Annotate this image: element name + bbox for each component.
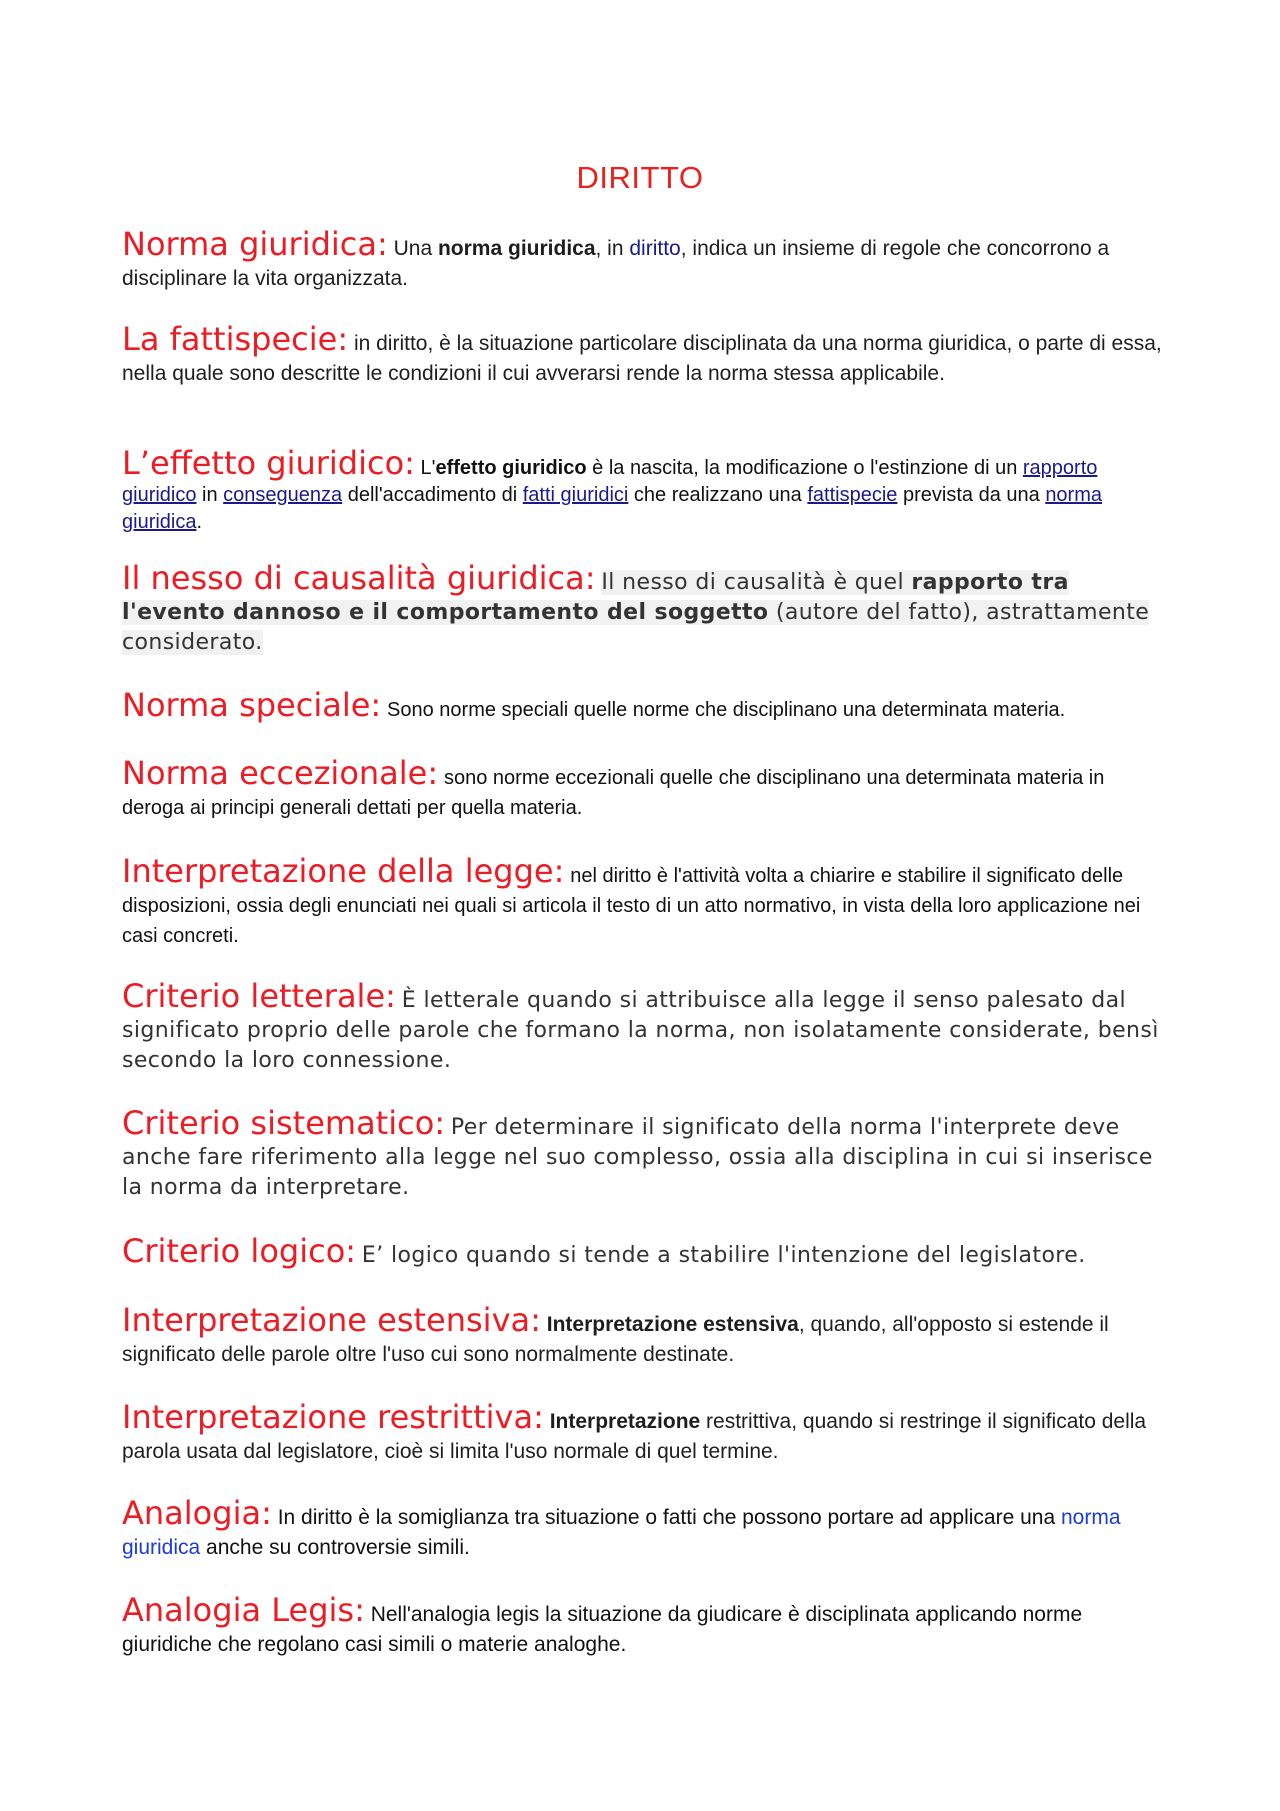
entry-term: Interpretazione della legge: (122, 852, 565, 890)
entry-text: in (196, 484, 224, 506)
entry-link[interactable]: fattispecie (807, 484, 898, 506)
entry-text: Una (393, 237, 438, 260)
entry-term: Interpretazione restrittiva: (122, 1398, 544, 1436)
entry-link[interactable]: conseguenza (223, 484, 343, 506)
entry-text: , ossia degli (225, 895, 337, 917)
entry-text: sono norme eccezionali quelle che disciplinano una determinata materia in deroga ai principi generali dettati per quella materia. (122, 767, 1105, 819)
entry-term: L’effetto giuridico: (122, 444, 415, 482)
entry-term: La fattispecie: (122, 320, 349, 358)
entry-text: , indica un insieme di regole che concorrono a disciplinare la vita organizzata. (122, 237, 1110, 290)
entry-text: nel (570, 865, 603, 887)
entry-text: che realizzano una (628, 484, 808, 506)
entry-bold-text: norma giuridica (437, 237, 596, 260)
entry-bold-text: Interpretazione (549, 1410, 701, 1433)
entry-text: (autore del fatto), astrattamente considerato. (122, 600, 1150, 655)
entry-text: Nell'analogia legis la situazione da giudicare è disciplinata applicando norme giuridiche che regolano casi simili o materie analoghe. (122, 1603, 1083, 1656)
entry-bold-text: Interpretazione estensiva (546, 1313, 799, 1336)
entry-text: E’ logico quando si tende a stabilire l'intenzione del legislatore. (361, 1243, 1086, 1268)
entry-term: Il nesso di causalità giuridica: (122, 559, 596, 597)
entry-norma-eccezionale (122, 754, 1172, 823)
entry-text: prevista da una (897, 484, 1046, 506)
entry-term: Norma giuridica: (122, 225, 388, 263)
entry-term: Criterio sistematico: (122, 1104, 446, 1142)
entry-link[interactable]: testo (606, 895, 651, 917)
entry-link[interactable]: diritto (629, 237, 681, 260)
entry-interpretazione-restrittiva (122, 1398, 1172, 1467)
entry-analogia-legis (122, 1591, 1172, 1660)
entry-fattispecie (122, 320, 1172, 389)
entry-link[interactable]: diritto (602, 865, 652, 887)
entry-text: nei quali si articola il (416, 895, 607, 917)
entry-term: Norma eccezionale: (122, 754, 439, 792)
entry-term: Analogia Legis: (122, 1591, 365, 1629)
entry-effetto-giuridico (122, 444, 1172, 536)
entry-text: . (196, 511, 203, 533)
entry-interpretazione-estensiva (122, 1301, 1172, 1370)
entry-analogia (122, 1494, 1172, 1563)
entry-term: Criterio logico: (122, 1232, 357, 1270)
entry-interpretazione-legge (122, 852, 1172, 951)
entry-bold-text: rapporto tra l'evento dannoso e il comportamento del soggetto (122, 570, 1069, 625)
entry-term: Analogia: (122, 1494, 272, 1532)
entry-text: In diritto è la somiglianza tra situazione o fatti che possono portare ad applicare una (277, 1506, 1061, 1529)
entry-criterio-letterale (122, 977, 1172, 1076)
entry-link[interactable]: norma giuridica (122, 484, 1103, 533)
entry-text: è l'attività volta a chiarire e stabilire il significato delle (651, 865, 1124, 887)
entry-text: di un (650, 895, 705, 917)
entry-text: , in vista della loro applicazione nei casi concreti. (122, 895, 1141, 947)
entry-term: Interpretazione estensiva: (122, 1301, 541, 1339)
entry-text: è la nascita, la modificazione o l'estinzione di un (586, 457, 1023, 479)
entry-text: , in (595, 237, 630, 260)
entry-bold-text: effetto giuridico (435, 457, 587, 479)
entry-norma-giuridica (122, 225, 1172, 294)
entry-text: Sono norme speciali quelle norme che disciplinano una determinata materia. (387, 699, 1066, 721)
entry-text: , quando, all'opposto si estende il significato delle parole oltre l'uso cui sono normalmente destinate. (122, 1313, 1109, 1366)
entry-link[interactable]: enunciati (336, 895, 417, 917)
entry-criterio-logico (122, 1232, 1172, 1271)
entry-link[interactable]: norma giuridica (122, 1506, 1121, 1559)
entry-link[interactable]: fatti giuridici (522, 484, 629, 506)
entry-text: anche su controversie simili. (200, 1536, 470, 1559)
entry-nesso-causalita (122, 559, 1172, 658)
entry-text: È letterale quando si attribuisce alla legge il senso palesato dal significato proprio delle parole che formano la norma, non isolatamente considerate, bensì secondo la loro connessione. (122, 988, 1159, 1073)
entry-link[interactable]: rapporto giuridico (122, 457, 1098, 506)
entry-norma-speciale (122, 686, 1172, 725)
entry-link[interactable]: atto normativo (704, 895, 832, 917)
entry-text: L' (420, 457, 436, 479)
entry-criterio-sistematico (122, 1104, 1172, 1203)
entry-term: Norma speciale: (122, 686, 382, 724)
entry-text: in diritto, è la situazione particolare disciplinata da una norma giuridica, o parte di essa, nella quale sono descritte le condizioni il cui avverarsi rende la norma stessa applicabile. (122, 332, 1162, 385)
entry-text: Il nesso di causalità è quel (601, 570, 912, 595)
entry-text: Per determinare il significato della norma l'interprete deve anche fare riferimento alla legge nel suo complesso, ossia alla disciplina in cui si inserisce la norma da interpretare. (122, 1115, 1153, 1200)
document-title: DIRITTO (576, 160, 704, 195)
entry-term: Criterio letterale: (122, 977, 396, 1015)
entry-text: dell'accadimento di (342, 484, 523, 506)
entry-text: restrittiva, quando si restringe il significato della parola usata dal legislatore, cioè si limita l'uso normale di quel termine. (122, 1410, 1147, 1463)
entry-link[interactable]: disposizioni (122, 895, 226, 917)
